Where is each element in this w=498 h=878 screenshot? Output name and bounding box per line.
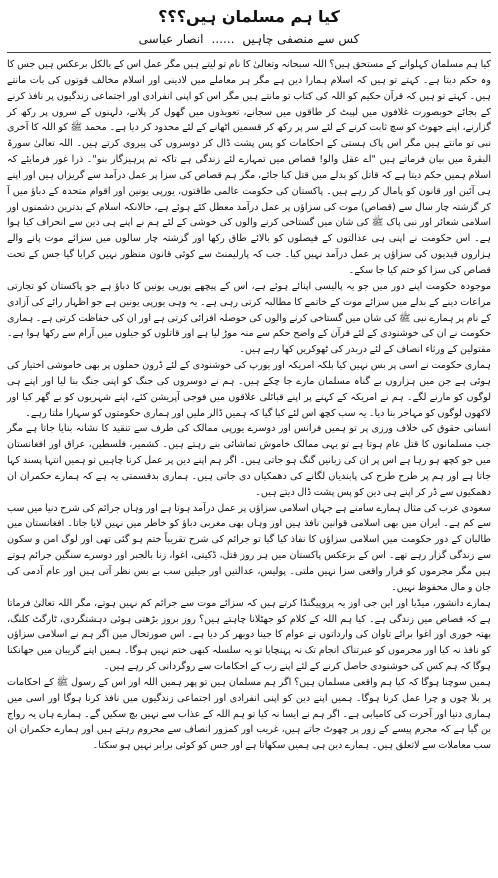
byline-separator: ...... — [211, 32, 235, 46]
article-title: کیا ہم مسلمان ہیں؟؟؟ — [158, 7, 340, 26]
article-paragraph: ہمیں سوچنا ہوگا کہ کیا ہم واقعی مسلمان ہیں؟ اگر ہم مسلمان ہیں تو پھر ہمیں اللہ اور اس کے رسول ﷺ کے احکامات پر بلا چوں و چرا عمل کرنا ہوگا۔ ہمیں اپنے دین کو اپنی انفرادی اور اجتماعی زندگیوں میں نافذ کرنا ہوگا اور اسی میں ہماری دنیا اور آخرت کی کامیابی ہے۔ اگر ہم نے ایسا نہ کیا تو ہم اللہ کے عذاب سے نہیں بچ سکیں گے۔ ہمارے ہاں یہ رواج بن گیا ہے کہ مجرم پیسے کے زور پر چھوٹ جاتے ہیں، غریب اور کمزور انصاف سے محروم رہتے ہیں اور ہمارے حکمران ان سب معاملات سے لاتعلق ہیں۔ ہمارے دین ہی ہمیں سکھاتا ہے اور جس کو کوئی برابر نہیں ہو سکتا۔ — [7, 676, 491, 752]
article-paragraph: موجودہ حکومت اپنے دور میں جو یہ پالیسی اپنائے ہوئے ہے، اس کے پیچھے یورپی یونین کا دباؤ ہے جو پاکستان کو تجارتی مراعات دینے کے بدلے میں سزائے موت کے خاتمے کا مطالبہ کرتی رہی ہے۔ یہ وہی یورپی یونین ہے جو اظہار رائے کی آزادی کے نام پر ہمارے نبی ﷺ کی شان میں گستاخی کرنے والوں کی حوصلہ افزائی کرتی ہے اور ان کی حفاظت کرتی ہے۔ ہماری حکومت نے ان کی خوشنودی کے لئے قرآن کے واضح حکم سے منہ موڑ لیا ہے اور قاتلوں کو جیلوں میں آرام سے رکھا ہوا ہے۔ مقتولین کے ورثاء انصاف کے لئے دربدر کی ٹھوکریں کھا رہے ہیں۔ — [7, 280, 491, 356]
article-paragraph: سعودی عرب کی مثال ہمارے سامنے ہے جہاں اسلامی سزاؤں پر عمل درآمد ہوتا ہے اور وہاں جرائم کی شرح دنیا میں سب سے کم ہے۔ ایران میں بھی اسلامی قوانین نافذ ہیں اور وہاں بھی مغربی دباؤ کو خاطر میں نہیں لایا جاتا۔ افغانستان میں طالبان کے دور حکومت میں اسلامی سزاؤں کا نفاذ کیا گیا تو جرائم کی شرح تقریباً ختم ہو گئی تھی اور لوگ امن و سکون سے زندگی گزار رہے تھے۔ اس کے برعکس پاکستان میں ہر روز قتل، ڈکیتی، اغوا، زنا بالجبر اور دوسرے سنگین جرائم ہوتے ہیں مگر مجرموں کو قرار واقعی سزا نہیں ملتی۔ پولیس، عدالتیں اور جیلیں سب بے بس نظر آتی ہیں اور عام آدمی کی جان و مال محفوظ نہیں۔ — [7, 502, 491, 593]
article-body — [7, 57, 491, 754]
article-paragraph: ہمارے دانشور، میڈیا اور این جی اوز یہ پروپیگنڈا کرتے ہیں کہ سزائے موت سے جرائم کم نہیں ہوتے، مگر اللہ تعالیٰ فرماتا ہے کہ قصاص میں زندگی ہے۔ کیا ہم اللہ کے کلام کو جھٹلانا چاہتے ہیں؟ روز بروز بڑھتی ہوئی دہشتگردی، ٹارگٹ کلنگ، بھتہ خوری اور اغوا برائے تاوان کی وارداتوں نے عوام کا جینا دوبھر کر دیا ہے۔ اس صورتحال میں اگر ہم نے اسلامی سزاؤں کو نافذ نہ کیا اور مجرموں کو عبرتناک انجام تک نہ پہنچایا تو یہ سلسلہ کبھی ختم نہیں ہوگا۔ ہمیں اپنے گریبان میں جھانکنا ہوگا کہ ہم کس کی خوشنودی حاصل کرنے کے لئے اپنے رب کے احکامات سے روگردانی کر رہے ہیں۔ — [7, 597, 491, 673]
article-paragraph: ہماری حکومت نے اسی پر بس نہیں کیا بلکہ امریکہ اور یورپ کی خوشنودی کے لئے ڈرون حملوں پر بھی خاموشی اختیار کی ہوئی ہے جن میں ہزاروں بے گناہ مسلمان مارے جا چکے ہیں۔ ہم نے دوسروں کی جنگ کو اپنی جنگ بنا لیا اور اپنے ہی لوگوں کو مارنے لگے۔ ہم نے امریکہ کے کہنے پر اپنے قبائلی علاقوں میں فوجی آپریشن کئے، اپنے شہریوں کو بے گھر کیا اور لاکھوں لوگوں کو مہاجر بنا دیا۔ یہ سب کچھ اس لئے کیا گیا کہ ہمیں ڈالر ملیں اور ہماری حکومتوں کو سہارا ملتا رہے۔ — [7, 360, 491, 419]
article-byline — [7, 30, 491, 48]
article-paragraph: کیا ہم مسلمان کہلوانے کے مستحق ہیں؟ اللہ سبحانہ وتعالیٰ کا نام تو لیتے ہیں مگر عمل اس کے بالکل برعکس ہیں جس کا وہ حکم دیتا ہے۔ کہتے تو ہیں کہ اسلام ہمارا دین ہے مگر ہر معاملے میں لادینی اور اسلام مخالف قوتوں کی بات مانتے ہیں۔ کہتے تو ہیں کہ قرآن حکیم کو اللہ کی کتاب تو مانتے ہیں مگر اس کو اپنی انفرادی اور اجتماعی زندگیوں پر نافذ کرنے کے بجائے خوبصورت غلافوں میں لپیٹ کر طاقوں میں سجانے، تعویذوں میں گھول کر پلانے، دلہنوں کے سروں پر رکھ کر گزارنے، اپنے جھوٹ کو سچ ثابت کرنے کے لئے سر پر رکھ کر قسمیں اٹھانے کے لئے محدود کر دیا ہے۔ محمد ﷺ کو اللہ کا آخری نبی تو مانتے ہیں مگر اس پاک ہستی کے احکامات کو پس پشت ڈال کر دوسروں کی پیروی کرتے ہیں۔ اللہ تعالیٰ سورۃ البقرۃ میں بیان فرماتے ہیں "اے عقل والو! قصاص میں تمہارے لئے زندگی ہے تاکہ تم پرہیزگار بنو"۔ ذرا غور فرمایئے کہ اسلام ہمیں حکم دیتا ہے کہ قاتل کو بدلے میں قتل کیا جائے، مگر ہم قصاص کی سزا پر عمل درآمد سے گریزاں ہیں اور اپنے ہی آئین اور قانون کو پامال کر رہے ہیں۔ پاکستان کی حکومت عالمی طاقتوں، یورپی یونین اور اقوام متحدہ کے دباؤ میں آ کر گزشتہ چار سال سے (قصاص) موت کی سزاؤں پر عمل درآمد معطل کئے ہوئے ہے، حالانکہ اسلام کے بدترین دشمنوں اور اسلامی شعائر اور نبی پاک ﷺ کی شان میں گستاخی کرنے والوں کی خوشی کے لئے ہم نے اپنے ہی دین سے انحراف کیا ہوا ہے۔ اس حکومت نے اپنی ہی عدالتوں کے فیصلوں کو بالائے طاق رکھا اور گزشتہ چار سالوں میں سزائے موت پانے والے ہزاروں قیدیوں کی سزاؤں پر عمل درآمد نہیں کیا۔ جب کہ پارلیمنٹ سے کوئی قانون منظور نہیں کرایا گیا جس کے تحت قصاص کی سزا کو ختم کیا جا سکے۔ — [7, 59, 491, 276]
article-subtitle: کس سے منصفی چاہیں — [242, 32, 360, 46]
article-paragraph: انسانی حقوق کی خلاف ورزی پر تو ہمیں فرانس اور دوسرے یورپی ممالک کی طرف سے تنقید کا نشانہ بنایا جاتا ہے مگر جب مسلمانوں کا قتل عام ہوتا ہے تو یہی ممالک خاموش تماشائی بنے رہتے ہیں۔ کشمیر، فلسطین، عراق اور افغانستان میں جو کچھ ہو رہا ہے اس پر ان کی زبانیں گنگ ہو جاتی ہیں۔ اگر ہم اپنے دین پر عمل کرنا چاہیں تو ہمیں انتہا پسند کہا جاتا ہے اور ہم پر طرح طرح کی پابندیاں لگانے کی دھمکیاں دی جاتی ہیں۔ ہماری بدقسمتی یہ ہے کہ ہمارے حکمران ان دھمکیوں سے ڈر کر اپنے ہی دین کو پس پشت ڈال دیتے ہیں۔ — [7, 423, 491, 498]
article-author: انصار عباسی — [138, 32, 204, 46]
title-divider — [7, 52, 491, 53]
